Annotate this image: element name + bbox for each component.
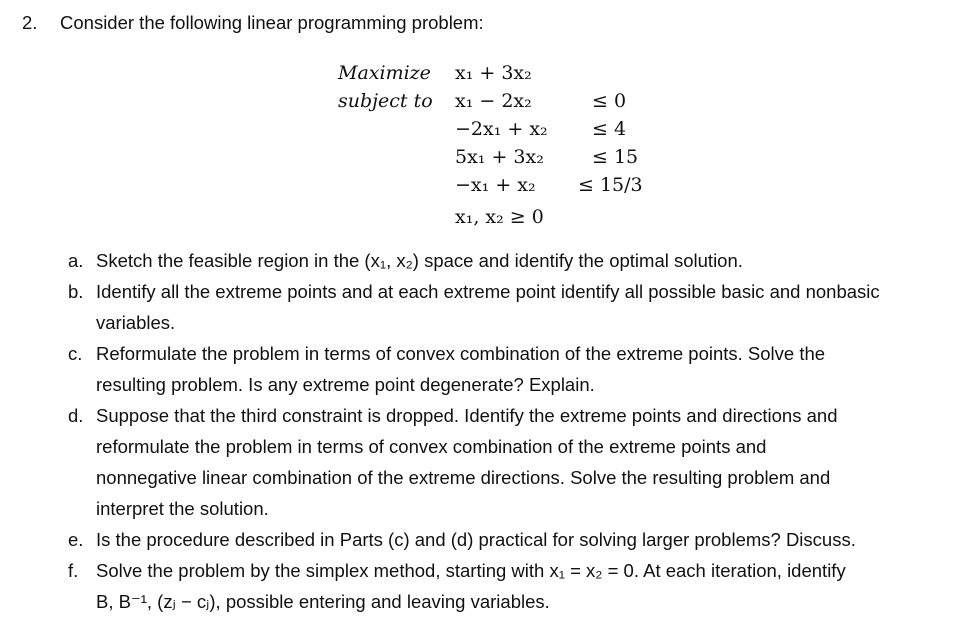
part-a-line-1: Sketch the feasible region in the (x₁, x₂) space and identify the optimal solution. <box>96 250 743 271</box>
problem-intro: Consider the following linear programming problem: <box>60 12 484 33</box>
part-d-line-1: Suppose that the third constraint is dropped. Identify the extreme points and directions and <box>96 405 838 426</box>
part-c-letter: c. <box>68 343 83 364</box>
maximize-label: Maximize <box>338 62 431 84</box>
part-e-letter: e. <box>68 529 84 550</box>
constraint-2-lhs: −2x₁ + x₂ <box>455 118 548 140</box>
part-b-line-2: variables. <box>96 312 176 333</box>
part-c-line-2: resulting problem. Is any extreme point degenerate? Explain. <box>96 374 595 395</box>
part-a-letter: a. <box>68 250 84 271</box>
part-d-letter: d. <box>68 405 84 426</box>
constraint-1-rhs: ≤ 0 <box>592 90 627 112</box>
nonnegativity-constraint: x₁, x₂ ≥ 0 <box>455 206 544 228</box>
constraint-3-lhs: 5x₁ + 3x₂ <box>455 146 544 168</box>
subject-to-label: subject to <box>338 90 433 112</box>
part-f-line-2: B, B⁻¹, (zⱼ − cⱼ), possible entering and leaving variables. <box>96 591 550 612</box>
constraint-1-lhs: x₁ − 2x₂ <box>455 90 532 112</box>
part-b-line-1: Identify all the extreme points and at each extreme point identify all possible basic and nonbasic <box>96 281 880 302</box>
constraint-4-lhs: −x₁ + x₂ <box>455 174 536 196</box>
part-c-line-1: Reformulate the problem in terms of convex combination of the extreme points. Solve the <box>96 343 826 364</box>
objective-function: x₁ + 3x₂ <box>455 62 532 84</box>
part-d-line-3: nonnegative linear combination of the extreme directions. Solve the resulting problem and <box>96 467 831 488</box>
part-f-letter: f. <box>68 560 79 581</box>
constraint-4-rhs: ≤ 15/3 <box>578 174 643 196</box>
part-d-line-4: interpret the solution. <box>96 498 269 519</box>
part-e-line-1: Is the procedure described in Parts (c) and (d) practical for solving larger problems? Discuss. <box>96 529 856 550</box>
part-f-line-1: Solve the problem by the simplex method, starting with x₁ = x₂ = 0. At each iteration, identify <box>96 560 846 581</box>
part-b-letter: b. <box>68 281 84 302</box>
constraint-2-rhs: ≤ 4 <box>592 118 627 140</box>
problem-number: 2. <box>22 12 38 33</box>
constraint-3-rhs: ≤ 15 <box>592 146 639 168</box>
part-d-line-2: reformulate the problem in terms of convex combination of the extreme points and <box>96 436 767 457</box>
